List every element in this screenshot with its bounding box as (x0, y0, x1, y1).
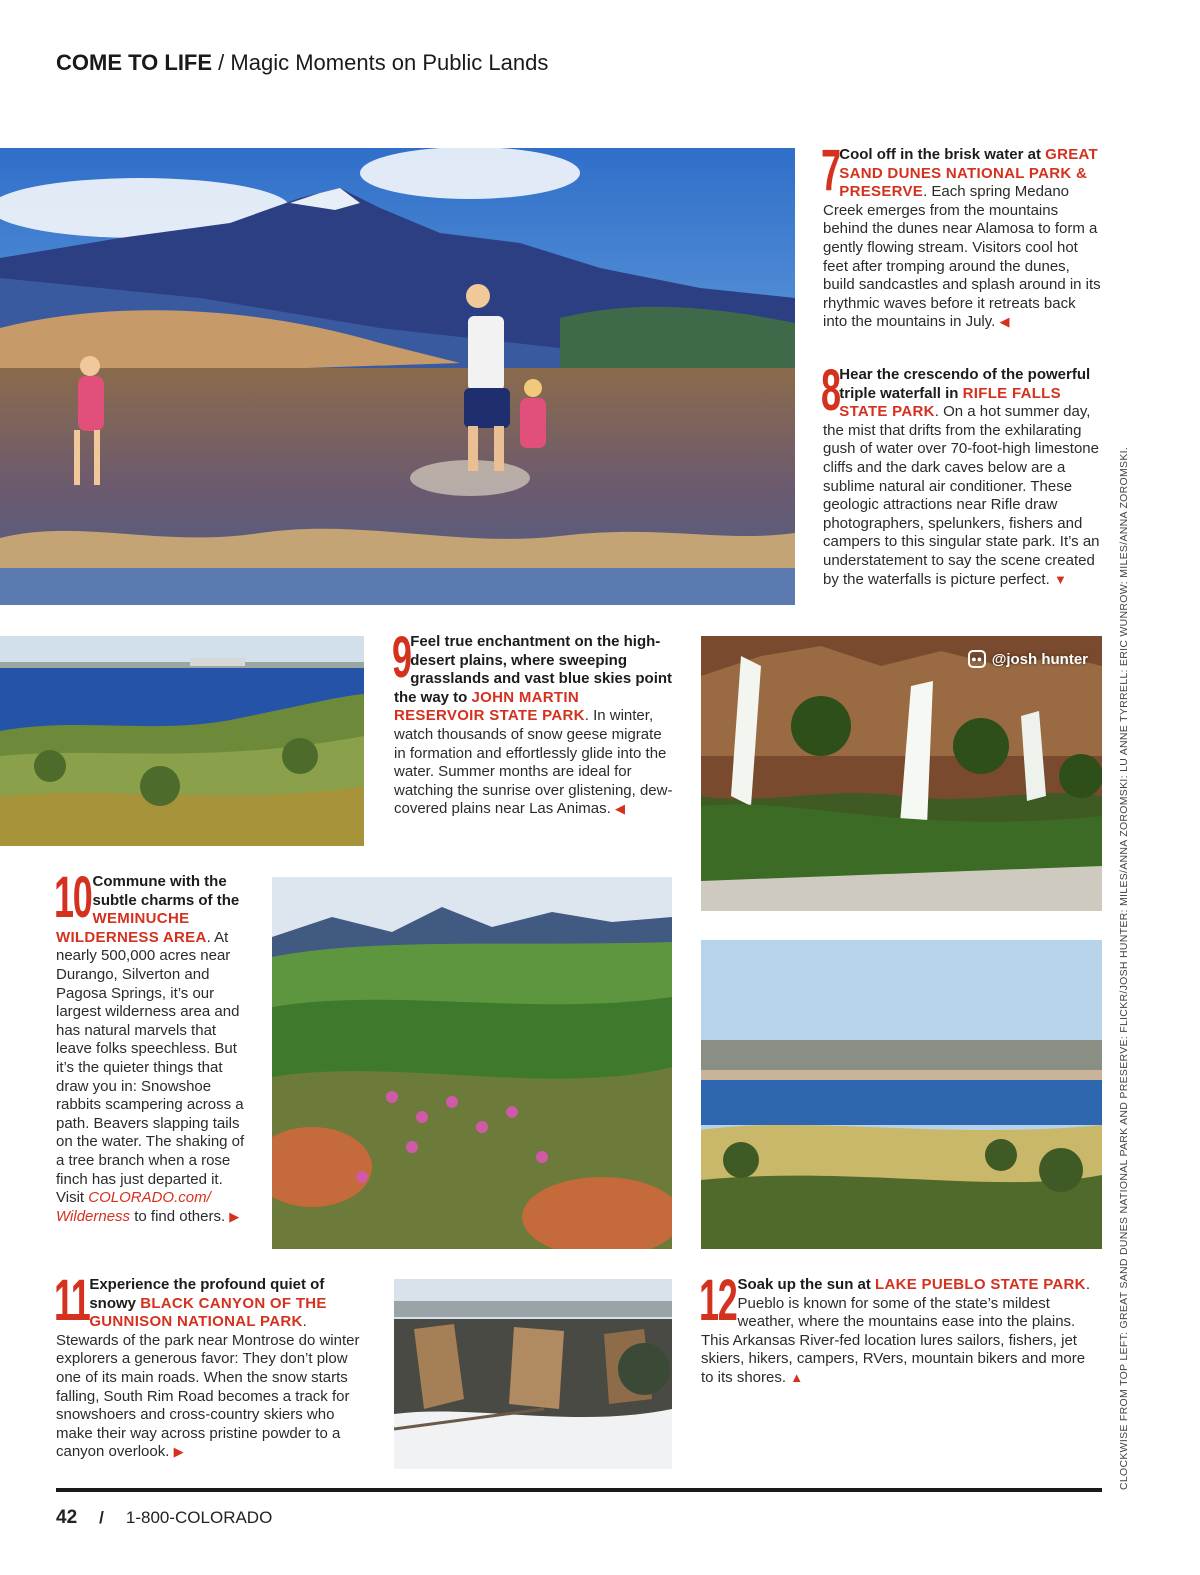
end-marker-icon: ◀ (614, 801, 625, 817)
end-marker-icon: ▲ (790, 1369, 804, 1385)
photo-lake-pueblo (701, 940, 1102, 1249)
item-body: . At nearly 500,000 acres near Durango, Silverton and Pagosa Springs, it’s our largest wilderness area and has natural marvels that leave folks speechless. But it’s the quieter things that draw you in: Snowshoe rabbits scampering across a path. Beavers slapping tails on the water. The shaking of a tree branch when a rose finch has just departed it. Visit (56, 928, 245, 1207)
item-body: . Stewards of the park near Montrose do winter explorers a generous favor: They don’t plow one of its main roads. When the snow starts falling, South Rim Road becomes a track for snowshoers and cross-country skiers who make their way across pristine powder to a canyon overlook. (56, 1313, 360, 1461)
item-lead: Cool off in the brisk water at (839, 146, 1041, 163)
item-number: 11 (54, 1268, 90, 1333)
park-name: JOHN MARTIN RESERVOIR STATE PARK (394, 688, 585, 725)
item-lead: Hear the crescendo of the powerful triple waterfall in (839, 366, 1091, 402)
footer-separator: / (99, 1508, 104, 1527)
item-lead: Experience the profound quiet of snowy (89, 1276, 325, 1312)
photo-credit: CLOCKWISE FROM TOP LEFT: GREAT SAND DUNES NATIONAL PARK AND PRESERVE: FLICKR/JOSH HUNTER: MILES/ANNA ZOROMSKI: LU ANNE TYRRELL: ERIC WUNROW: MILES/ANNA ZOROMSKI. (1118, 446, 1130, 1490)
item-8 (821, 358, 1103, 589)
item-lead: Commune with the subtle charms of the (92, 873, 240, 909)
item-body: . Each spring Medano Creek emerges from the mountains behind the dunes near Alamosa to form a gently flowing stream. Visitors cool hot feet after tromping around the dunes, build sandcastles and splash around in its rhythmic waves before it retreats back into the mountains in July. (823, 183, 1101, 331)
instagram-icon: ●● (968, 650, 986, 668)
item-lead: Soak up the sun at (737, 1276, 871, 1293)
item-body: . In winter, watch thousands of snow geese migrate in formation and effortlessly glide into the water. Summer months are ideal for watching the sunrise over glistening, dew-covered plains near Las Animas. (394, 707, 673, 818)
header-separator: / (218, 50, 225, 75)
item-lead: Feel true enchantment on the high-desert plains, where sweeping grasslands and vast blue skies point the way to (394, 633, 673, 706)
page-number: 42 (56, 1507, 78, 1528)
photo-weminuche-wilderness (272, 877, 672, 1249)
end-marker-icon: ◀ (999, 314, 1010, 330)
park-name: BLACK CANYON OF THE GUNNISON NATIONAL PARK (89, 1294, 327, 1331)
item-number: 7 (821, 138, 840, 203)
section-subtitle: Magic Moments on Public Lands (230, 50, 549, 75)
item-12 (699, 1268, 1101, 1388)
item-7 (821, 138, 1103, 332)
item-10 (54, 865, 248, 1226)
photo-rifle-falls (701, 636, 1102, 911)
item-9 (392, 625, 674, 819)
end-marker-icon: ▶ (229, 1208, 240, 1224)
item-number: 10 (54, 865, 92, 930)
page-footer (56, 1507, 272, 1529)
section-name: COME TO LIFE (56, 50, 213, 75)
instagram-handle: @josh hunter (991, 650, 1088, 668)
item-number: 8 (821, 358, 840, 423)
photo-great-sand-dunes (0, 148, 795, 605)
end-marker-icon: ▼ (1053, 571, 1067, 587)
park-name: LAKE PUEBLO STATE PARK (875, 1276, 1086, 1293)
section-header (56, 50, 548, 76)
item-number: 9 (392, 625, 411, 690)
park-name: RIFLE FALLS STATE PARK (839, 384, 1061, 421)
end-marker-icon: ▶ (173, 1444, 184, 1460)
item-tail: to find others. (130, 1207, 226, 1225)
footer-rule (56, 1488, 1102, 1492)
item-body: . On a hot summer day, the mist that drifts from the exhilarating gush of water over 70-foot-high limestone cliffs and the dark caves below are a sublime natural air conditioner. These geologic attractions near Rifle draw photographers, spelunkers, fishers and campers to this singular state park. It’s an understatement to say the scene created by the waterfalls is picture perfect. (823, 403, 1100, 588)
instagram-credit (968, 650, 1088, 668)
photo-black-canyon (394, 1279, 672, 1469)
park-name: WEMINUCHE WILDERNESS AREA (56, 910, 207, 946)
footer-phone: 1-800-COLORADO (125, 1508, 273, 1527)
park-name: GREAT SAND DUNES NATIONAL PARK & PRESERVE (839, 146, 1099, 201)
photo-john-martin-reservoir (0, 636, 364, 846)
item-number: 12 (699, 1268, 737, 1333)
colorado-wilderness-link[interactable]: COLORADO.com/ Wilderness (56, 1189, 211, 1225)
item-11 (54, 1268, 368, 1462)
item-body: . Pueblo is known for some of the state’s mildest weather, where the mountains ease into the plains. This Arkansas River-fed location lures sailors, fishers, jet skiers, hikers, campers, RVers, mountain bikers and more to its shores. (701, 1276, 1090, 1386)
